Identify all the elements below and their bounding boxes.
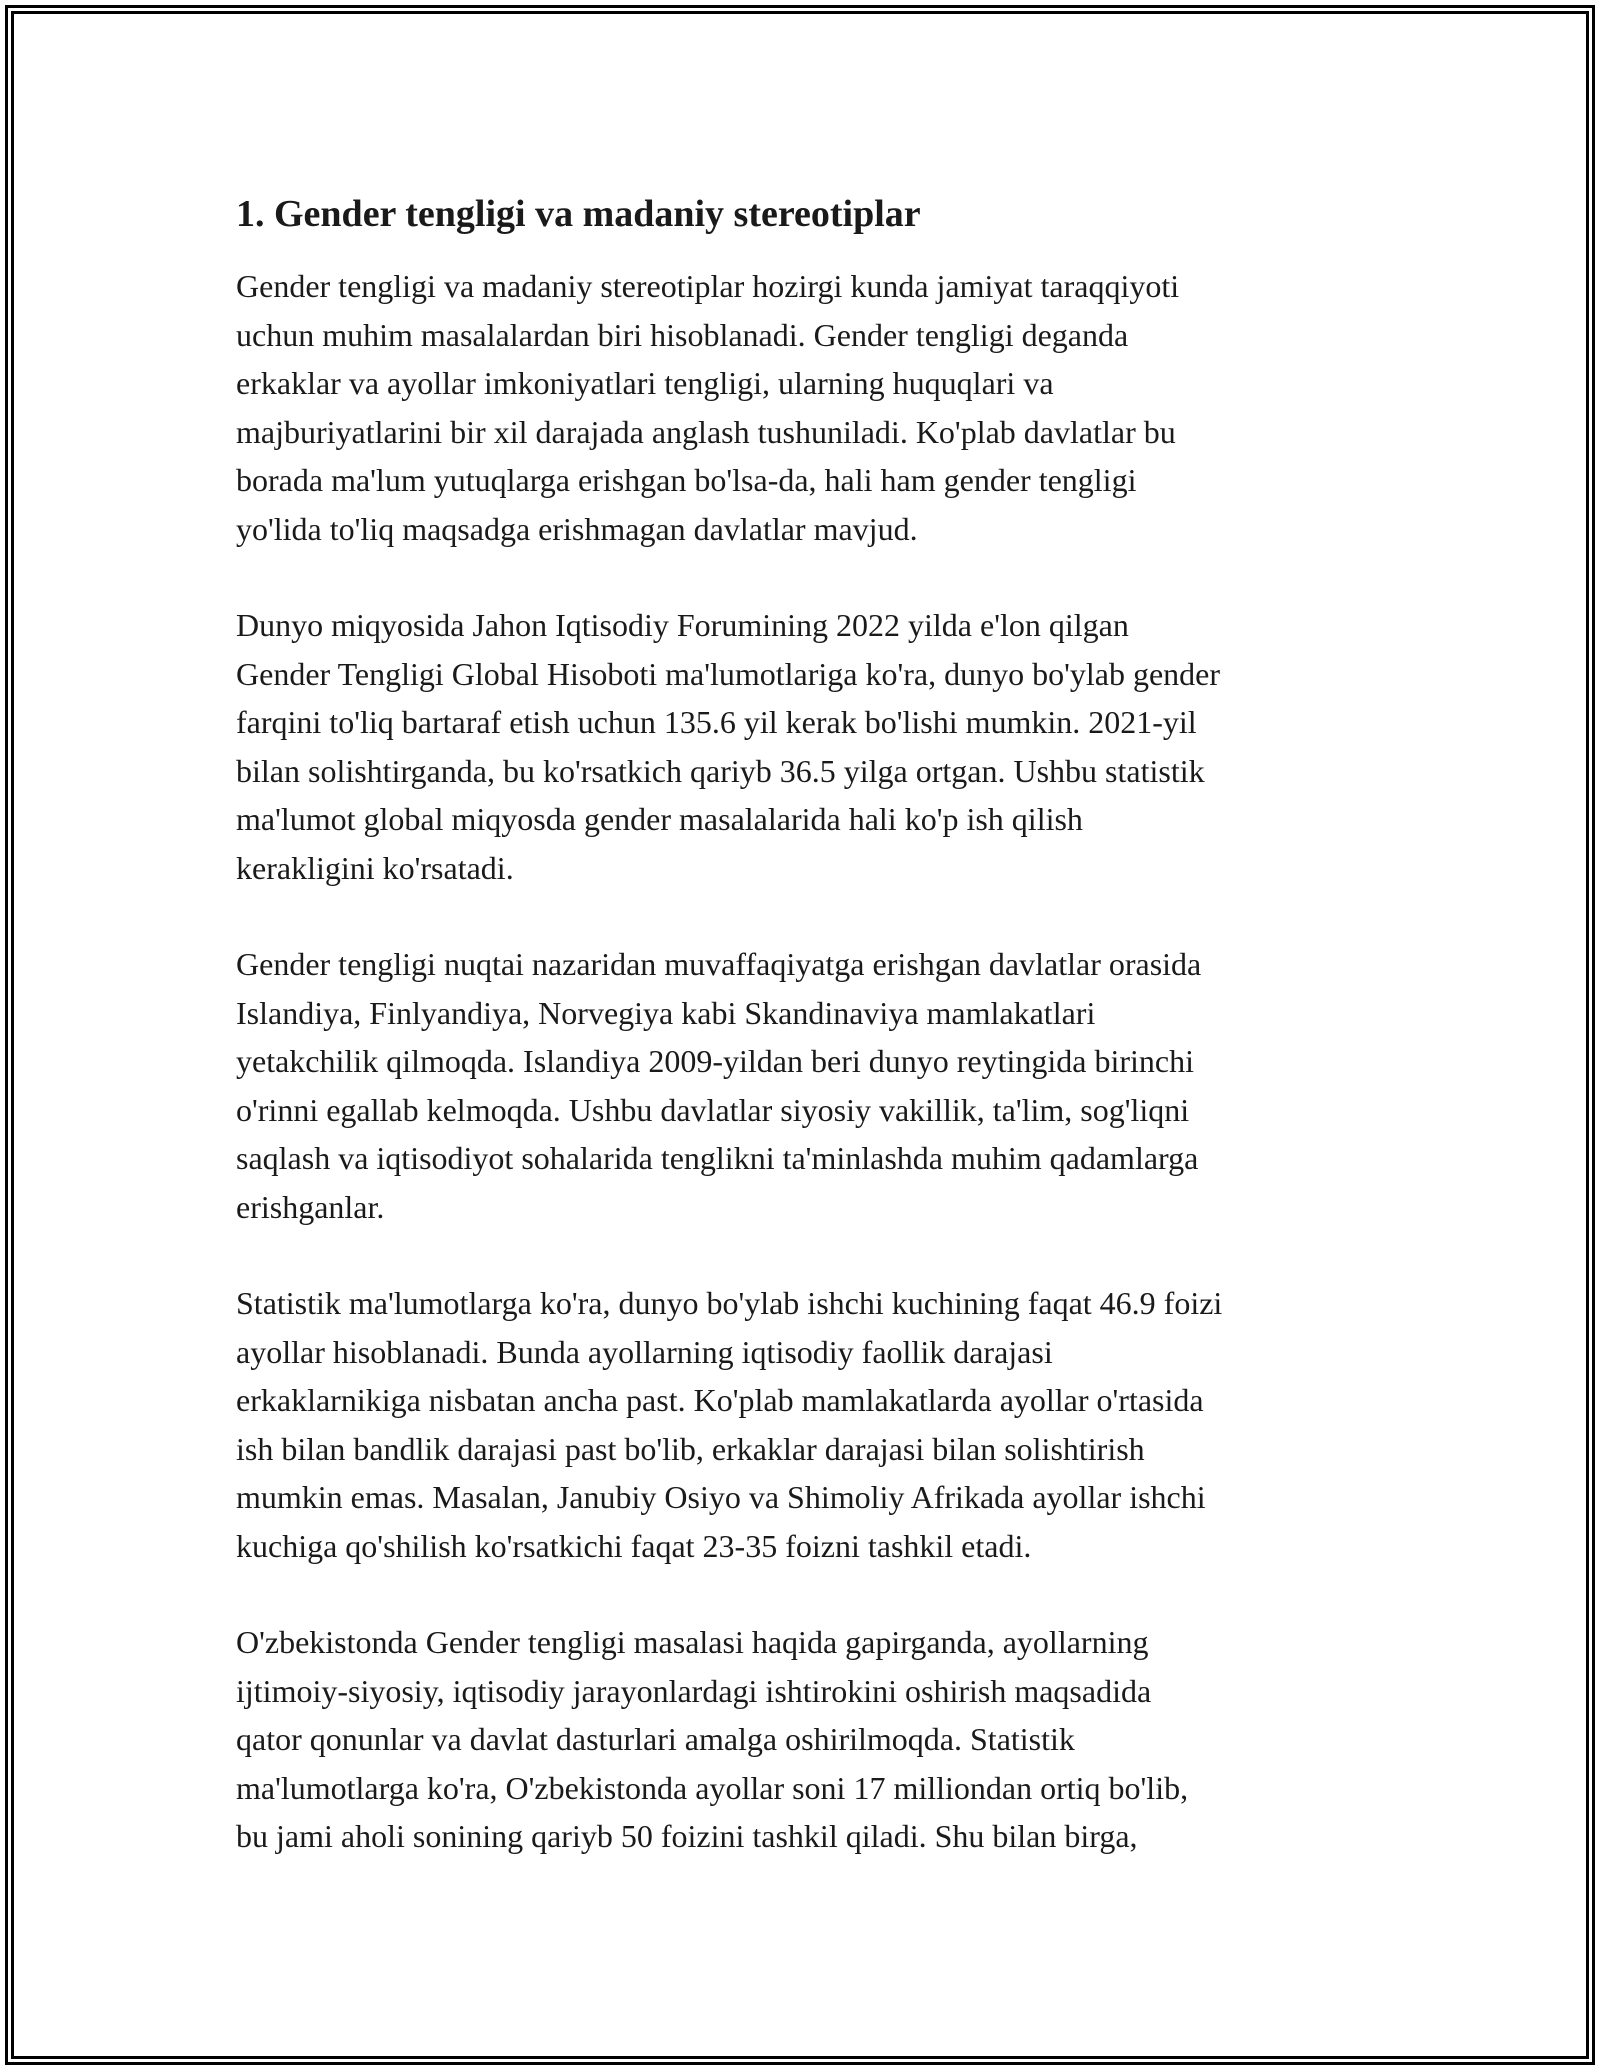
text-line: kuchiga qo'shilish ko'rsatkichi faqat 23-35 foizni tashkil etadi. [236,1527,1032,1564]
text-line: saqlash va iqtisodiyot sohalarida tenglikni ta'minlashda muhim qadamlarga [236,1140,1199,1176]
text-line: Islandiya, Finlyandiya, Norvegiya kabi Skandinaviya mamlakatlari [236,994,1096,1031]
text-line: Gender tengligi va madaniy stereotiplar hozirgi kunda jamiyat taraqqiyoti [236,268,1180,304]
section-heading: 1. Gender tengligi va madaniy stereotiplar [236,193,921,235]
text-line: uchun muhim masalalardan biri hisoblanadi. Gender tengligi deganda [236,316,1129,353]
text-line: ayollar hisoblanadi. Bunda ayollarning iqtisodiy faollik darajasi [236,1333,1053,1370]
text-line: bu jami aholi sonining qariyb 50 foizini tashkil qiladi. Shu bilan birga, [236,1818,1138,1854]
text-line: Dunyo miqyosida Jahon Iqtisodiy Forumining 2022 yilda e'lon qilgan [236,607,1129,643]
text-line: erishganlar. [236,1188,385,1225]
paragraph-3 [236,940,1376,1231]
text-line: Gender Tengligi Global Hisoboti ma'lumotlariga ko'ra, dunyo bo'ylab gender [236,655,1221,692]
text-line: kerakligini ko'rsatadi. [236,849,514,886]
text-line: erkaklarnikiga nisbatan ancha past. Ko'plab mamlakatlarda ayollar o'rtasida [236,1382,1204,1418]
text-line: ma'lumotlarga ko'ra, O'zbekistonda ayollar soni 17 milliondan ortiq bo'lib, [236,1769,1189,1806]
text-line: yo'lida to'liq maqsadga erishmagan davlatlar mavjud. [236,510,918,547]
paragraph-4 [236,1279,1376,1570]
text-line: yetakchilik qilmoqda. Islandiya 2009-yildan beri dunyo reytingida birinchi [236,1043,1194,1079]
document-body [236,186,1376,1909]
text-line: borada ma'lum yutuqlarga erishgan bo'lsa-da, hali ham gender tengligi [236,462,1137,498]
text-line: Gender tengligi nuqtai nazaridan muvaffaqiyatga erishgan davlatlar orasida [236,946,1202,982]
text-line: o'rinni egallab kelmoqda. Ushbu davlatlar siyosiy vakillik, ta'lim, sog'liqni [236,1091,1190,1128]
text-line: ijtimoiy-siyosiy, iqtisodiy jarayonlardagi ishtirokini oshirish maqsadida [236,1672,1152,1709]
text-line: ma'lumot global miqyosda gender masalalarida hali ko'p ish qilish [236,801,1083,837]
text-line: bilan solishtirganda, bu ko'rsatkich qariyb 36.5 yilga ortgan. Ushbu statistik [236,752,1205,789]
text-line: erkaklar va ayollar imkoniyatlari tengligi, ularning huquqlari va [236,365,1054,401]
text-line: O'zbekistonda Gender tengligi masalasi haqida gapirganda, ayollarning [236,1624,1149,1660]
text-line: farqini to'liq bartaraf etish uchun 135.6 yil kerak bo'lishi mumkin. 2021-yil [236,704,1197,740]
paragraph-1 [236,262,1376,553]
text-line: ish bilan bandlik darajasi past bo'lib, erkaklar darajasi bilan solishtirish [236,1430,1145,1467]
text-line: majburiyatlarini bir xil darajada anglash tushuniladi. Ko'plab davlatlar bu [236,413,1176,450]
text-line: Statistik ma'lumotlarga ko'ra, dunyo bo'ylab ishchi kuchining faqat 46.9 foizi [236,1285,1223,1321]
paragraph-2 [236,601,1376,892]
text-line: qator qonunlar va davlat dasturlari amalga oshirilmoqda. Statistik [236,1721,1075,1757]
text-line: mumkin emas. Masalan, Janubiy Osiyo va Shimoliy Afrikada ayollar ishchi [236,1479,1206,1515]
paragraph-5 [236,1618,1376,1861]
